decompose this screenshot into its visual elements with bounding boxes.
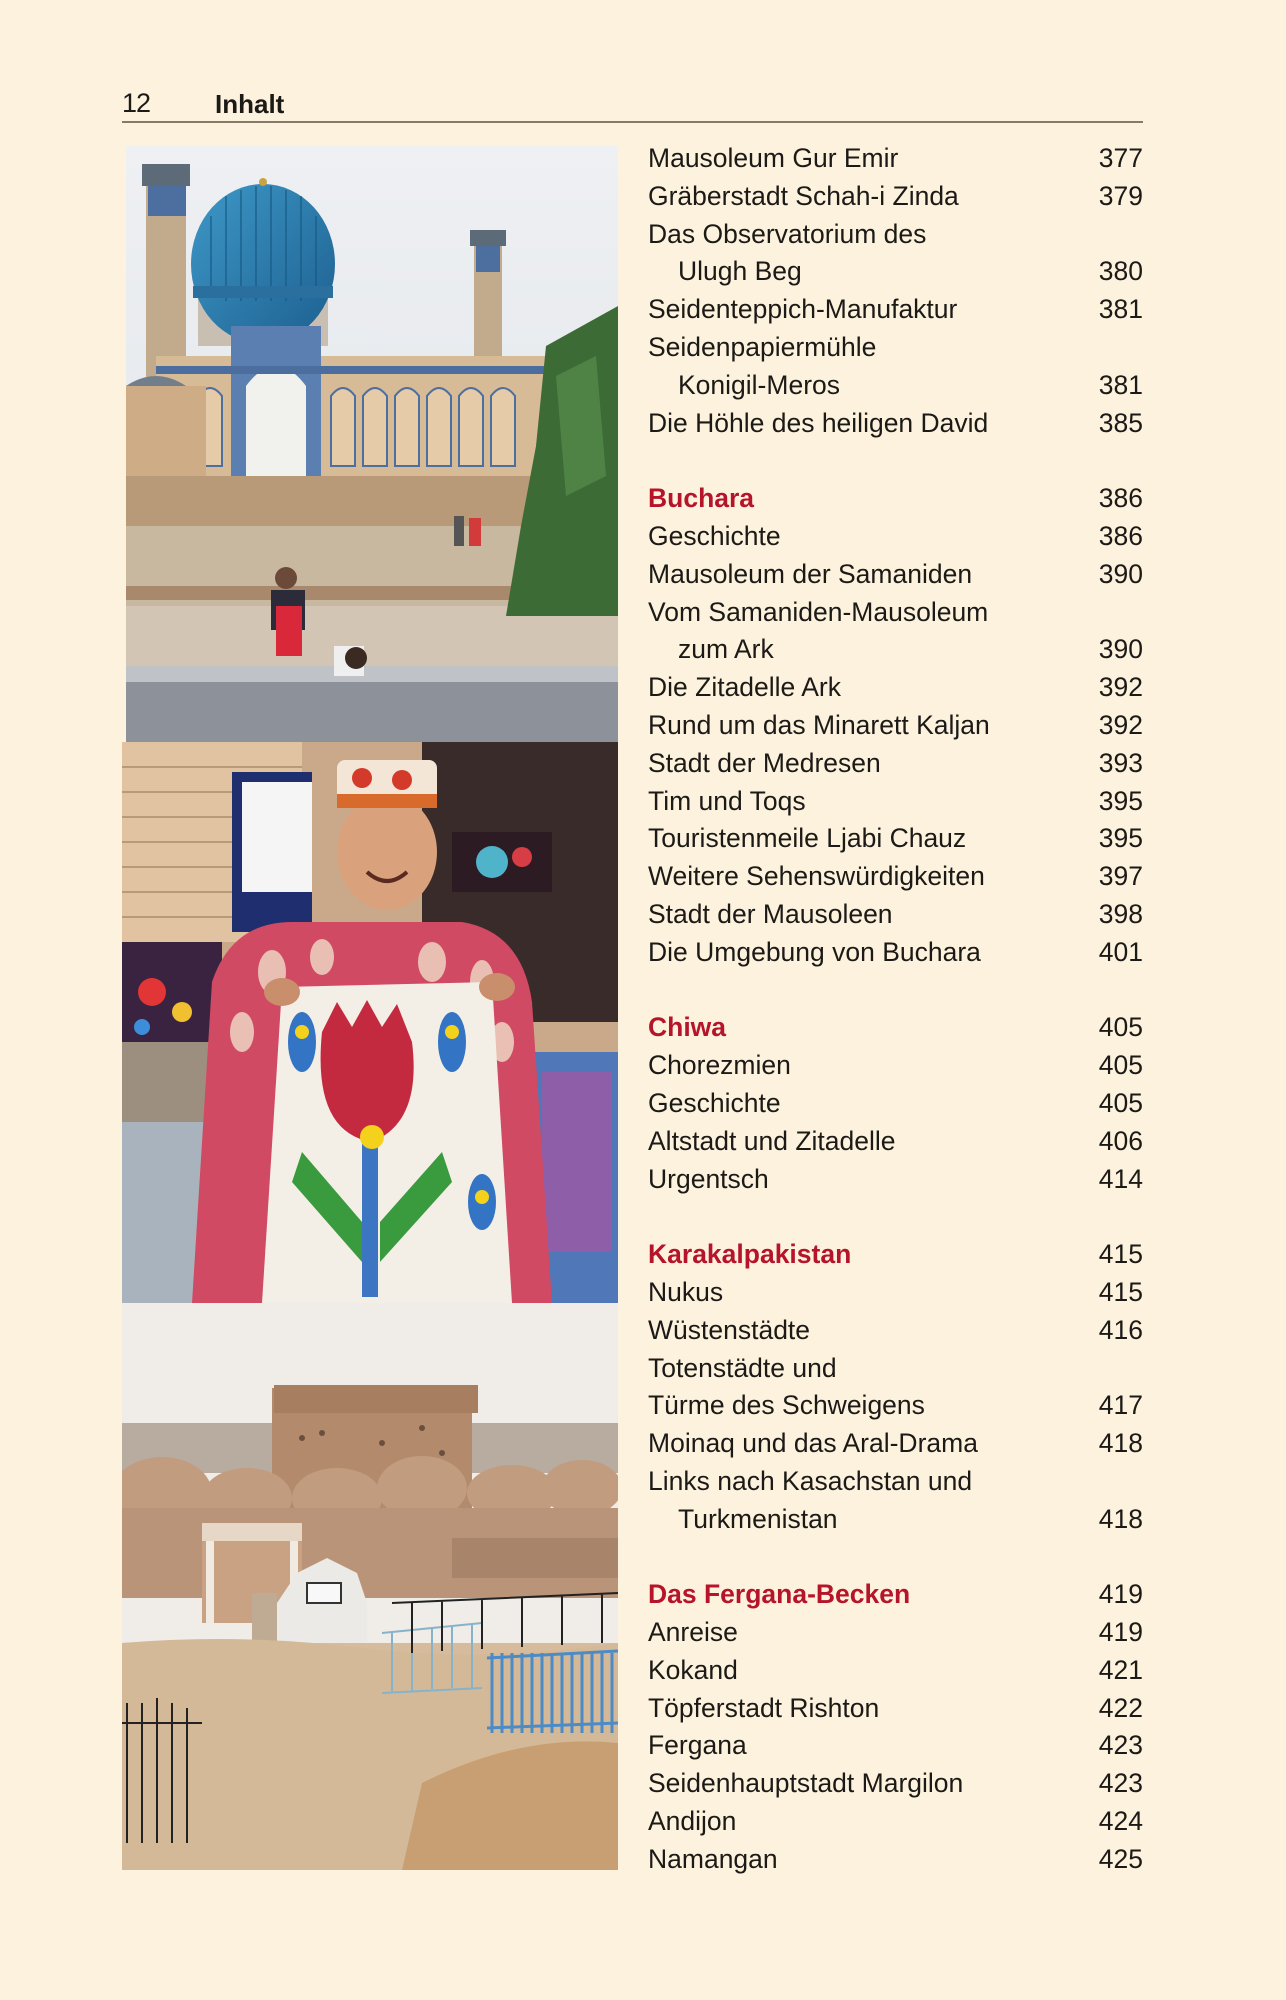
toc-entry[interactable] [648,1765,1143,1803]
toc-entry-label: Seidenteppich-Manufaktur [648,294,958,325]
header-rule [122,121,1143,123]
toc-entry-page: 397 [1098,861,1143,892]
toc-entry-label: Kokand [648,1654,738,1685]
toc-entry-label: Moinaq und das Aral-Drama [648,1428,978,1459]
toc-entry-label: Chorezmien [648,1050,791,1081]
toc-entry[interactable] [648,1803,1143,1841]
toc-entry-label: Links nach Kasachstan und [648,1465,973,1496]
toc-heading-page: 419 [1098,1579,1143,1610]
toc-entry[interactable] [648,405,1143,443]
toc-entry-page: 395 [1098,785,1143,816]
toc-entry-label: Totenstädte und [648,1352,837,1383]
toc-entry[interactable] [648,1161,1143,1199]
toc-entry-page: 381 [1098,369,1143,400]
toc-entry[interactable] [648,594,1143,632]
toc-entry[interactable] [648,1387,1143,1425]
toc-entry[interactable] [648,1614,1143,1652]
toc-entry-page: 417 [1098,1390,1143,1421]
toc-entry[interactable] [648,367,1143,405]
toc-entry-page: 406 [1098,1125,1143,1156]
toc-entry-label: Rund um das Minarett Kaljan [648,709,990,740]
toc-entry-label: Ulugh Beg [678,256,802,287]
toc-heading-page: 386 [1098,483,1143,514]
toc-entry-label: Die Umgebung von Buchara [648,936,981,967]
toc-entry-label: Weitere Sehenswürdigkeiten [648,861,985,892]
toc-entry-page: 390 [1098,634,1143,665]
toc-entry-page: 423 [1098,1768,1143,1799]
toc-entry-page: 415 [1098,1276,1143,1307]
toc-entry-page: 386 [1098,520,1143,551]
toc-entry[interactable] [648,1047,1143,1085]
toc-entry[interactable] [648,1727,1143,1765]
toc-heading-label: Buchara [648,483,755,514]
toc-section [648,1009,1143,1198]
running-title: Inhalt [215,89,285,119]
toc-entry-page: 401 [1098,936,1143,967]
toc-entry-label: Konigil-Meros [678,369,841,400]
toc-entry[interactable] [648,1274,1143,1312]
toc-entry-label: zum Ark [678,634,774,665]
toc-entry-label: Das Observatorium des [648,218,927,249]
toc-entry-label: Stadt der Mausoleen [648,898,893,929]
toc-entry[interactable] [648,934,1143,972]
toc-section [648,480,1143,971]
toc-entry-page: 392 [1098,672,1143,703]
toc-entry-page: 424 [1098,1806,1143,1837]
toc-section-heading[interactable] [648,1236,1143,1274]
toc-entry-label: Geschichte [648,520,781,551]
toc-entry-label: Nukus [648,1276,724,1307]
toc-entry-label: Mausoleum der Samaniden [648,558,973,589]
toc-entry[interactable] [648,1690,1143,1728]
toc-entry-page: 414 [1098,1163,1143,1194]
toc-entry-label: Anreise [648,1617,738,1648]
toc-entry[interactable] [648,556,1143,594]
toc-entry-label: Türme des Schweigens [648,1390,925,1421]
toc-entry[interactable] [648,1123,1143,1161]
toc-section [648,140,1143,442]
toc-entry-label: Altstadt und Zitadelle [648,1125,896,1156]
toc-section-heading[interactable] [648,1009,1143,1047]
toc-entry[interactable] [648,253,1143,291]
toc-entry[interactable] [648,178,1143,216]
page-number: 12 [122,88,151,118]
toc-entry-label: Seidenpapiermühle [648,331,877,362]
photo-ruins-cemetery [122,1303,618,1870]
toc-entry[interactable] [648,1350,1143,1388]
toc-entry[interactable] [648,1463,1143,1501]
toc-entry-page: 419 [1098,1617,1143,1648]
toc-heading-page: 405 [1098,1012,1143,1043]
toc-entry[interactable] [648,707,1143,745]
running-header [122,88,1143,124]
toc-entry-label: Fergana [648,1730,747,1761]
toc-entry[interactable] [648,291,1143,329]
toc-entry-page: 381 [1098,294,1143,325]
photo-gur-emir-mausoleum [126,146,618,742]
photo-woman-ikat-textile [122,742,618,1303]
toc-entry-page: 392 [1098,709,1143,740]
toc-entry-page: 423 [1098,1730,1143,1761]
toc-heading-label: Chiwa [648,1012,727,1043]
toc-entry-page: 393 [1098,747,1143,778]
toc-entry[interactable] [648,783,1143,821]
toc-entry-label: Die Höhle des heiligen David [648,407,989,438]
toc-entry-page: 395 [1098,823,1143,854]
toc-entry-page: 421 [1098,1654,1143,1685]
toc-entry-label: Vom Samaniden-Mausoleum [648,596,989,627]
toc-entry-page: 405 [1098,1050,1143,1081]
toc-entry-page: 416 [1098,1314,1143,1345]
toc-entry[interactable] [648,631,1143,669]
toc-entry-label: Andijon [648,1806,737,1837]
toc-entry-label: Mausoleum Gur Emir [648,143,899,173]
toc-entry-label: Stadt der Medresen [648,747,881,778]
toc-entry[interactable] [648,669,1143,707]
toc-entry-label: Wüstenstädte [648,1314,811,1345]
toc-entry-page: 377 [1098,143,1143,173]
toc-entry-label: Gräberstadt Schah-i Zinda [648,180,959,211]
toc-section [648,1576,1143,1878]
toc-entry[interactable] [648,329,1143,367]
toc-heading-label: Das Fergana-Becken [648,1579,911,1610]
toc-entry[interactable] [648,1312,1143,1350]
toc-entry[interactable] [648,1841,1143,1879]
toc-entry-page: 422 [1098,1692,1143,1723]
toc-entry-label: Touristenmeile Ljabi Chauz [648,823,967,854]
toc-entry-page: 385 [1098,407,1143,438]
toc-entry[interactable] [648,1501,1143,1539]
toc-entry-label: Tim und Toqs [648,785,806,816]
toc-entry-label: Seidenhauptstadt Margilon [648,1768,964,1799]
toc-entry-page: 398 [1098,898,1143,929]
toc-entry-label: Turkmenistan [678,1503,838,1534]
toc-entry[interactable] [648,216,1143,254]
toc-entry[interactable] [648,1085,1143,1123]
toc-entry-label: Töpferstadt Rishton [648,1692,880,1723]
toc-entry-page: 379 [1098,180,1143,211]
toc-entry[interactable] [648,858,1143,896]
toc-heading-label: Karakalpakistan [648,1239,852,1270]
toc-section-heading[interactable] [648,1576,1143,1614]
toc-entry-label: Geschichte [648,1087,781,1118]
toc-entry-page: 405 [1098,1087,1143,1118]
toc-section-heading[interactable] [648,480,1143,518]
table-of-contents [648,140,1143,1916]
toc-entry-page: 425 [1098,1843,1143,1874]
toc-entry[interactable] [648,896,1143,934]
toc-entry[interactable] [648,820,1143,858]
toc-entry-label: Die Zitadelle Ark [648,672,841,703]
toc-entry[interactable] [648,745,1143,783]
toc-entry-label: Urgentsch [648,1163,769,1194]
toc-entry[interactable] [648,518,1143,556]
toc-entry[interactable] [648,140,1143,178]
toc-entry-page: 418 [1098,1503,1143,1534]
toc-entry[interactable] [648,1425,1143,1463]
toc-entry[interactable] [648,1652,1143,1690]
toc-entry-page: 418 [1098,1428,1143,1459]
toc-entry-page: 380 [1098,256,1143,287]
toc-entry-page: 390 [1098,558,1143,589]
toc-heading-page: 415 [1098,1239,1143,1270]
toc-entry-label: Namangan [648,1843,778,1874]
toc-section [648,1236,1143,1538]
